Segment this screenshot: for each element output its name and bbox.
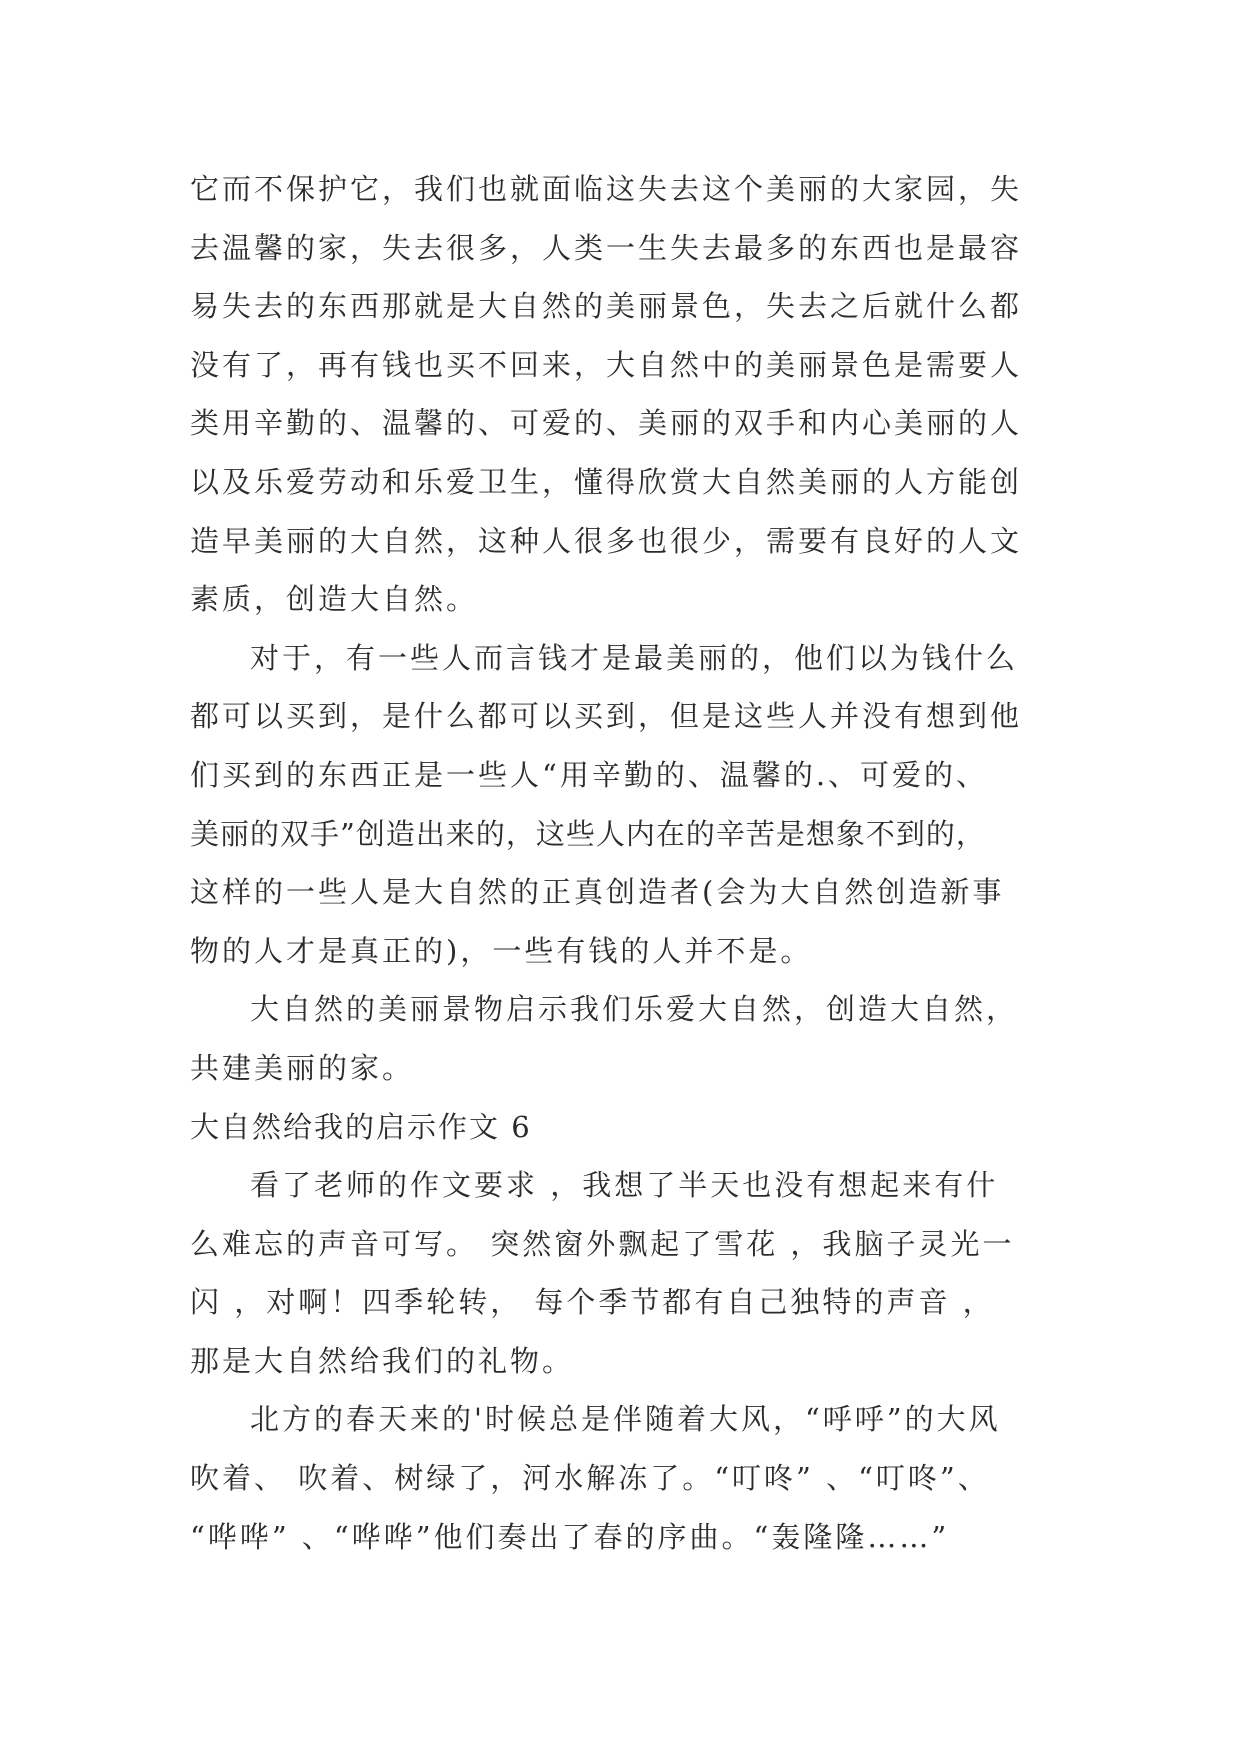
text-line: 闪 ，对啊！四季轮转， 每个季节都有自己独特的声音 ， [190,1285,995,1320]
text-line: 以及乐爱劳动和乐爱卫生，懂得欣赏大自然美丽的人方能创 [190,464,1023,499]
text-line: 都可以买到，是什么都可以买到，但是这些人并没有想到他 [190,699,1023,734]
text-line: 那是大自然给我们的礼物。 [190,1343,575,1378]
text-line: “哗哗” 、“哗哗”他们奏出了春的序曲。“轰隆隆……” [190,1519,950,1554]
text-line: 素质，创造大自然。 [190,582,479,617]
paragraph-start-line: 大自然的美丽景物启示我们乐爱大自然，创造大自然， [250,992,1019,1027]
text-line: 去温馨的家，失去很多，人类一生失去最多的东西也是最容 [190,230,1023,265]
text-line: 美丽的双手”创造出来的，这些人内在的辛苦是想象不到的， [190,816,986,851]
section-heading: 大自然给我的启示作文 6 [190,1109,532,1144]
text-line: 易失去的东西那就是大自然的美丽景色，失去之后就什么都 [190,289,1023,324]
document-body [190,160,1060,1566]
text-line: 们买到的东西正是一些人“用辛勤的、温馨的.、可爱的、 [190,757,989,792]
paragraph-start-line: 看了老师的作文要求 ，我想了半天也没有想起来有什 [250,1168,999,1203]
text-line: 共建美丽的家。 [190,1050,415,1085]
text-line: 它而不保护它，我们也就面临这失去这个美丽的大家园，失 [190,172,1023,206]
paragraph-start-line: 对于，有一些人而言钱才是最美丽的，他们以为钱什么 [250,640,1019,675]
text-line: 吹着、 吹着、树绿了，河水解冻了。“叮咚” 、“叮咚”、 [190,1461,990,1496]
text-line: 造早美丽的大自然，这种人很多也很少，需要有良好的人文 [190,523,1023,558]
text-line: 么难忘的声音可写。 突然窗外飘起了雪花 ，我脑子灵光一 [190,1226,1015,1261]
text-line: 物的人才是真正的)，一些有钱的人并不是。 [190,933,813,968]
text-line: 这样的一些人是大自然的正真创造者(会为大自然创造新事 [190,875,1005,910]
text-line: 没有了，再有钱也买不回来，大自然中的美丽景色是需要人 [190,347,1023,382]
text-line: 类用辛勤的、温馨的、可爱的、美丽的双手和内心美丽的人 [190,406,1023,441]
paragraph-start-line: 北方的春天来的'时候总是伴随着大风，“呼呼”的大风 [250,1402,1001,1437]
